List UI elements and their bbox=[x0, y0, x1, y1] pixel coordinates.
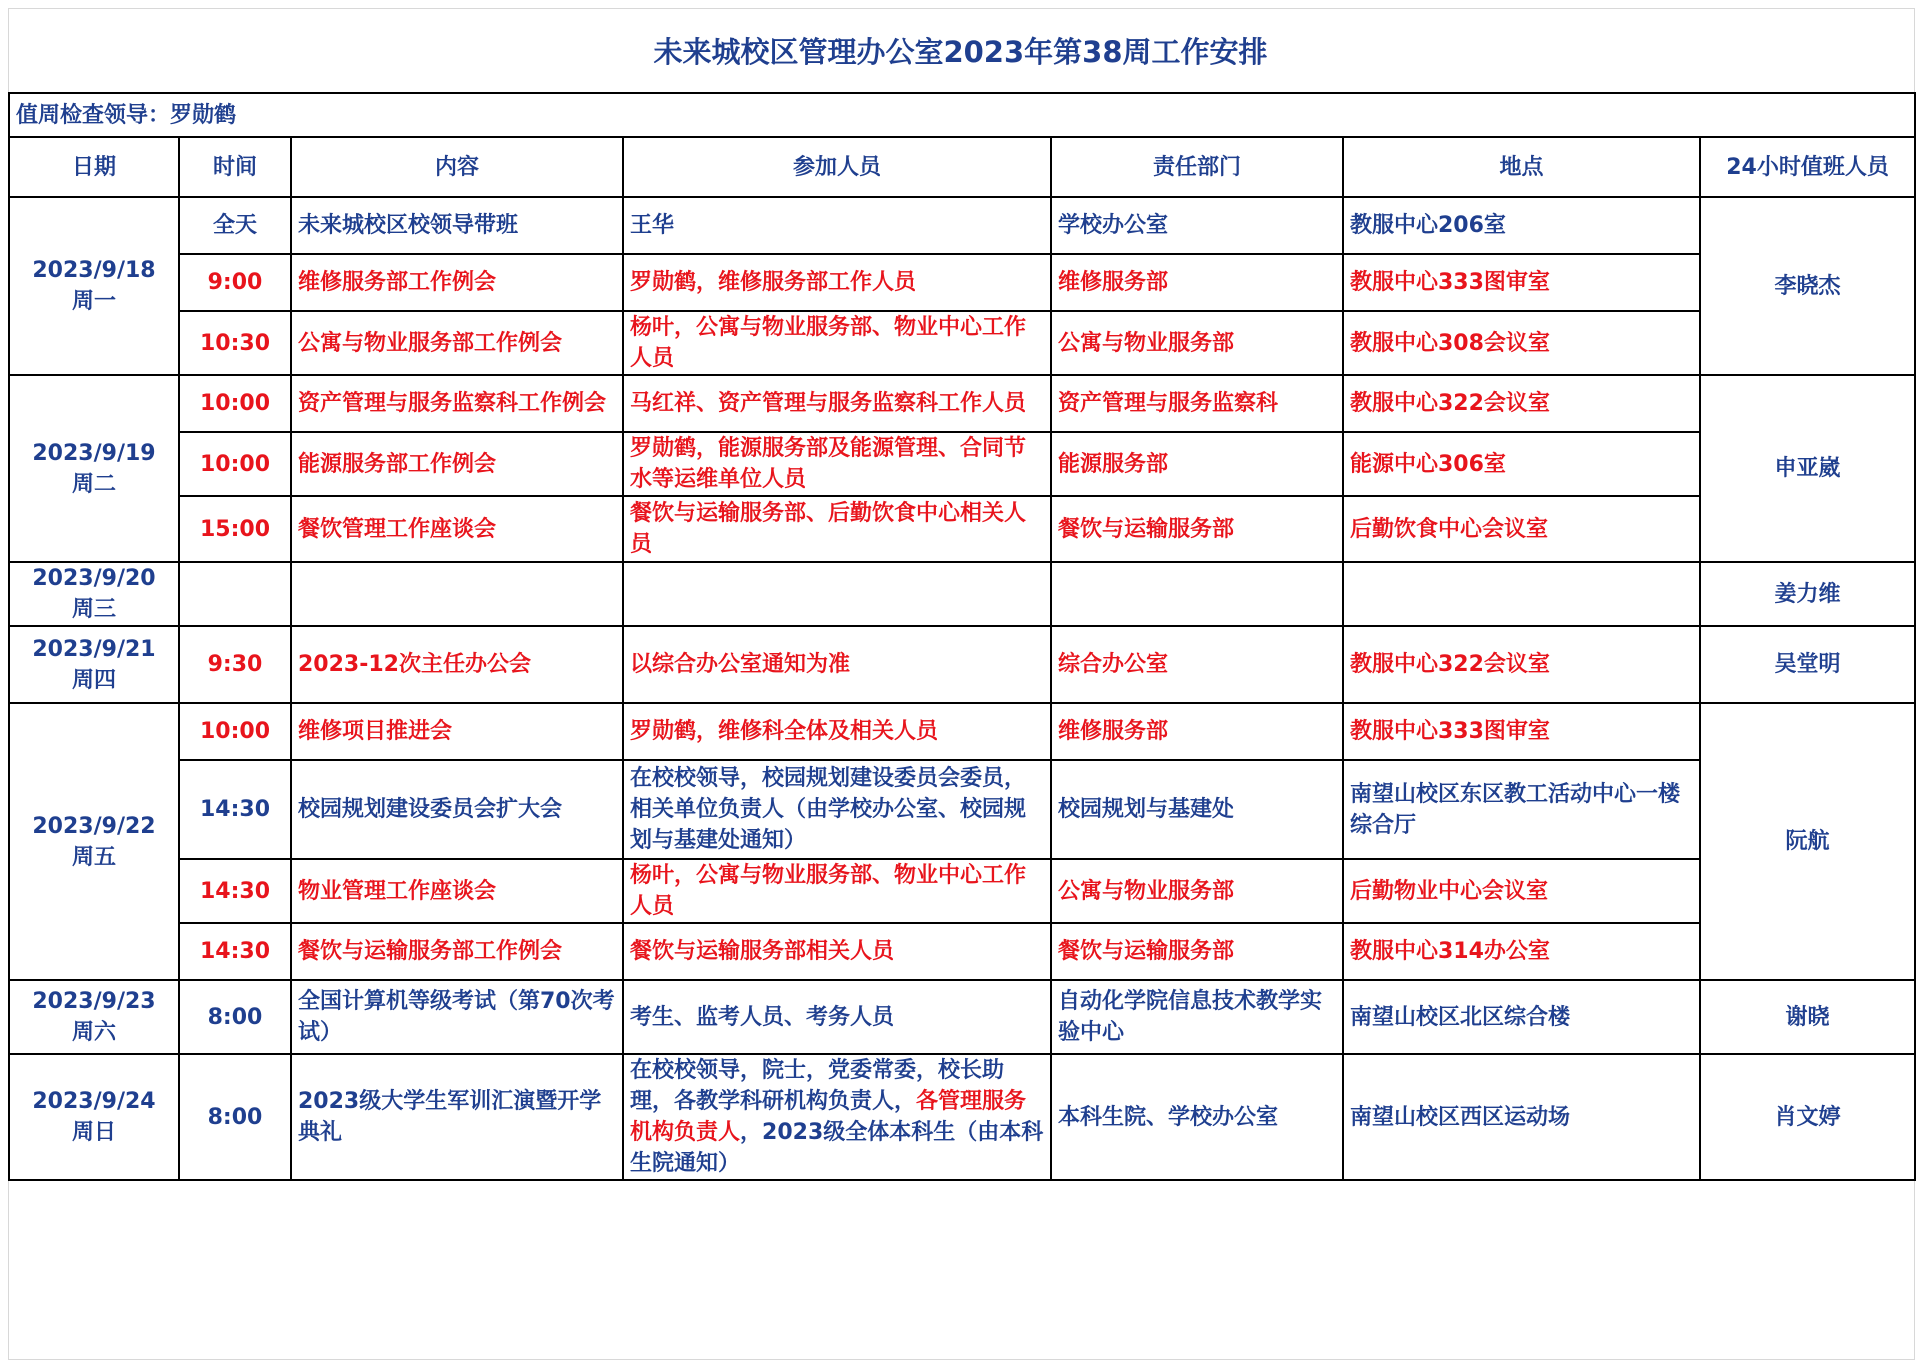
department-cell: 校园规划与基建处 bbox=[1051, 760, 1343, 859]
table-row bbox=[9, 626, 1915, 703]
date-cell bbox=[9, 1054, 179, 1180]
location-cell: 南望山校区东区教工活动中心一楼综合厅 bbox=[1343, 760, 1700, 859]
oncall-cell: 李晓杰 bbox=[1700, 197, 1915, 375]
participants-cell: 罗勋鹤，能源服务部及能源管理、合同节水等运维单位人员 bbox=[623, 432, 1051, 496]
participants-cell: 以综合办公室通知为准 bbox=[623, 626, 1051, 703]
department-cell: 公寓与物业服务部 bbox=[1051, 859, 1343, 923]
participants-text-part: 在校校领导，院士，党委常委，校长助理，各教学科研机构负责人， bbox=[630, 1058, 1005, 1114]
header-department: 责任部门 bbox=[1051, 137, 1343, 197]
time-cell: 10:00 bbox=[179, 703, 291, 760]
content-cell: 餐饮管理工作座谈会 bbox=[291, 496, 623, 562]
participants-cell: 杨叶，公寓与物业服务部、物业中心工作人员 bbox=[623, 859, 1051, 923]
time-cell: 全天 bbox=[179, 197, 291, 254]
duty-leader-row bbox=[9, 93, 1915, 137]
time-cell: 14:30 bbox=[179, 859, 291, 923]
department-cell: 本科生院、学校办公室 bbox=[1051, 1054, 1343, 1180]
oncall-cell: 申亚崴 bbox=[1700, 375, 1915, 562]
location-cell: 教服中心314办公室 bbox=[1343, 923, 1700, 980]
content-cell: 2023级大学生军训汇演暨开学典礼 bbox=[291, 1054, 623, 1180]
oncall-cell: 姜力维 bbox=[1700, 562, 1915, 626]
department-cell: 资产管理与服务监察科 bbox=[1051, 375, 1343, 432]
oncall-cell: 吴堂明 bbox=[1700, 626, 1915, 703]
participants-cell bbox=[623, 562, 1051, 626]
participants-cell: 杨叶，公寓与物业服务部、物业中心工作人员 bbox=[623, 311, 1051, 375]
weekday-text: 周六 bbox=[71, 1020, 116, 1045]
location-cell: 教服中心322会议室 bbox=[1343, 375, 1700, 432]
department-cell: 维修服务部 bbox=[1051, 254, 1343, 311]
department-cell: 能源服务部 bbox=[1051, 432, 1343, 496]
oncall-cell: 谢晓 bbox=[1700, 980, 1915, 1054]
date-text: 2023/9/19 bbox=[32, 440, 156, 466]
location-cell: 后勤饮食中心会议室 bbox=[1343, 496, 1700, 562]
page-title: 未来城校区管理办公室2023年第38周工作安排 bbox=[653, 34, 1268, 69]
location-cell: 教服中心322会议室 bbox=[1343, 626, 1700, 703]
header-participants: 参加人员 bbox=[623, 137, 1051, 197]
date-text: 2023/9/18 bbox=[32, 258, 156, 283]
content-cell: 2023-12次主任办公会 bbox=[291, 626, 623, 703]
header-row bbox=[9, 137, 1915, 197]
department-cell: 餐饮与运输服务部 bbox=[1051, 496, 1343, 562]
table-row bbox=[9, 432, 1915, 496]
location-cell: 后勤物业中心会议室 bbox=[1343, 859, 1700, 923]
duty-leader: 值周检查领导：罗勋鹤 bbox=[9, 93, 1915, 137]
content-cell: 公寓与物业服务部工作例会 bbox=[291, 311, 623, 375]
time-cell bbox=[179, 562, 291, 626]
header-oncall: 24小时值班人员 bbox=[1700, 137, 1915, 197]
date-cell bbox=[9, 980, 179, 1054]
header-date: 日期 bbox=[9, 137, 179, 197]
participants-text-part: 各管理服务机构负责人 bbox=[630, 1089, 1027, 1145]
date-text: 2023/9/20 bbox=[32, 566, 156, 591]
participants-cell: 考生、监考人员、考务人员 bbox=[623, 980, 1051, 1054]
time-cell: 8:00 bbox=[179, 980, 291, 1054]
table-row bbox=[9, 254, 1915, 311]
content-cell bbox=[291, 562, 623, 626]
table-row bbox=[9, 980, 1915, 1054]
weekday-text: 周五 bbox=[71, 844, 116, 870]
participants-cell: 罗勋鹤，维修服务部工作人员 bbox=[623, 254, 1051, 311]
participants-cell: 罗勋鹤，维修科全体及相关人员 bbox=[623, 703, 1051, 760]
location-cell: 能源中心306室 bbox=[1343, 432, 1700, 496]
date-cell bbox=[9, 562, 179, 626]
table-row bbox=[9, 562, 1915, 626]
date-cell bbox=[9, 375, 179, 562]
date-cell bbox=[9, 703, 179, 980]
department-cell: 公寓与物业服务部 bbox=[1051, 311, 1343, 375]
date-text: 2023/9/21 bbox=[32, 636, 156, 662]
participants-text-part: ，2023级全体本科生（由本科生院通知） bbox=[630, 1120, 1044, 1176]
department-cell: 自动化学院信息技术教学实验中心 bbox=[1051, 980, 1343, 1054]
table-row bbox=[9, 760, 1915, 859]
weekday-text: 周二 bbox=[71, 471, 116, 497]
time-cell: 14:30 bbox=[179, 760, 291, 859]
location-cell bbox=[1343, 562, 1700, 626]
department-cell: 综合办公室 bbox=[1051, 626, 1343, 703]
date-text: 2023/9/24 bbox=[32, 1089, 156, 1114]
table-row bbox=[9, 197, 1915, 254]
table-row bbox=[9, 375, 1915, 432]
weekday-text: 周四 bbox=[71, 667, 116, 693]
time-cell: 15:00 bbox=[179, 496, 291, 562]
weekday-text: 周日 bbox=[71, 1120, 116, 1145]
participants-cell: 餐饮与运输服务部、后勤饮食中心相关人员 bbox=[623, 496, 1051, 562]
table-row bbox=[9, 703, 1915, 760]
time-cell: 10:00 bbox=[179, 432, 291, 496]
participants-cell: 在校校领导，校园规划建设委员会委员，相关单位负责人（由学校办公室、校园规划与基建处通知） bbox=[623, 760, 1051, 859]
content-cell: 餐饮与运输服务部工作例会 bbox=[291, 923, 623, 980]
oncall-cell: 阮航 bbox=[1700, 703, 1915, 980]
schedule-table bbox=[8, 92, 1916, 1181]
location-cell: 南望山校区西区运动场 bbox=[1343, 1054, 1700, 1180]
participants-cell: 王华 bbox=[623, 197, 1051, 254]
content-cell: 未来城校区校领导带班 bbox=[291, 197, 623, 254]
time-cell: 9:00 bbox=[179, 254, 291, 311]
department-cell: 学校办公室 bbox=[1051, 197, 1343, 254]
table-row bbox=[9, 859, 1915, 923]
participants-cell: 马红祥、资产管理与服务监察科工作人员 bbox=[623, 375, 1051, 432]
location-cell: 教服中心333图审室 bbox=[1343, 254, 1700, 311]
table-row bbox=[9, 496, 1915, 562]
date-text: 2023/9/22 bbox=[32, 813, 156, 839]
time-cell: 10:00 bbox=[179, 375, 291, 432]
time-cell: 14:30 bbox=[179, 923, 291, 980]
content-cell: 物业管理工作座谈会 bbox=[291, 859, 623, 923]
content-cell: 维修服务部工作例会 bbox=[291, 254, 623, 311]
table-row bbox=[9, 1054, 1915, 1180]
content-cell: 资产管理与服务监察科工作例会 bbox=[291, 375, 623, 432]
table-row bbox=[9, 923, 1915, 980]
location-cell: 南望山校区北区综合楼 bbox=[1343, 980, 1700, 1054]
department-cell bbox=[1051, 562, 1343, 626]
weekday-text: 周三 bbox=[71, 597, 116, 622]
content-cell: 全国计算机等级考试（第70次考试） bbox=[291, 980, 623, 1054]
participants-cell bbox=[623, 1054, 1051, 1180]
content-cell: 维修项目推进会 bbox=[291, 703, 623, 760]
location-cell: 教服中心333图审室 bbox=[1343, 703, 1700, 760]
content-cell: 能源服务部工作例会 bbox=[291, 432, 623, 496]
time-cell: 9:30 bbox=[179, 626, 291, 703]
header-time: 时间 bbox=[179, 137, 291, 197]
header-location: 地点 bbox=[1343, 137, 1700, 197]
time-cell: 10:30 bbox=[179, 311, 291, 375]
header-content: 内容 bbox=[291, 137, 623, 197]
date-cell bbox=[9, 197, 179, 375]
oncall-cell: 肖文婷 bbox=[1700, 1054, 1915, 1180]
participants-cell: 餐饮与运输服务部相关人员 bbox=[623, 923, 1051, 980]
content-cell: 校园规划建设委员会扩大会 bbox=[291, 760, 623, 859]
location-cell: 教服中心206室 bbox=[1343, 197, 1700, 254]
table-row bbox=[9, 311, 1915, 375]
date-cell bbox=[9, 626, 179, 703]
weekday-text: 周一 bbox=[71, 289, 116, 314]
time-cell: 8:00 bbox=[179, 1054, 291, 1180]
department-cell: 餐饮与运输服务部 bbox=[1051, 923, 1343, 980]
department-cell: 维修服务部 bbox=[1051, 703, 1343, 760]
date-text: 2023/9/23 bbox=[32, 989, 156, 1014]
location-cell: 教服中心308会议室 bbox=[1343, 311, 1700, 375]
